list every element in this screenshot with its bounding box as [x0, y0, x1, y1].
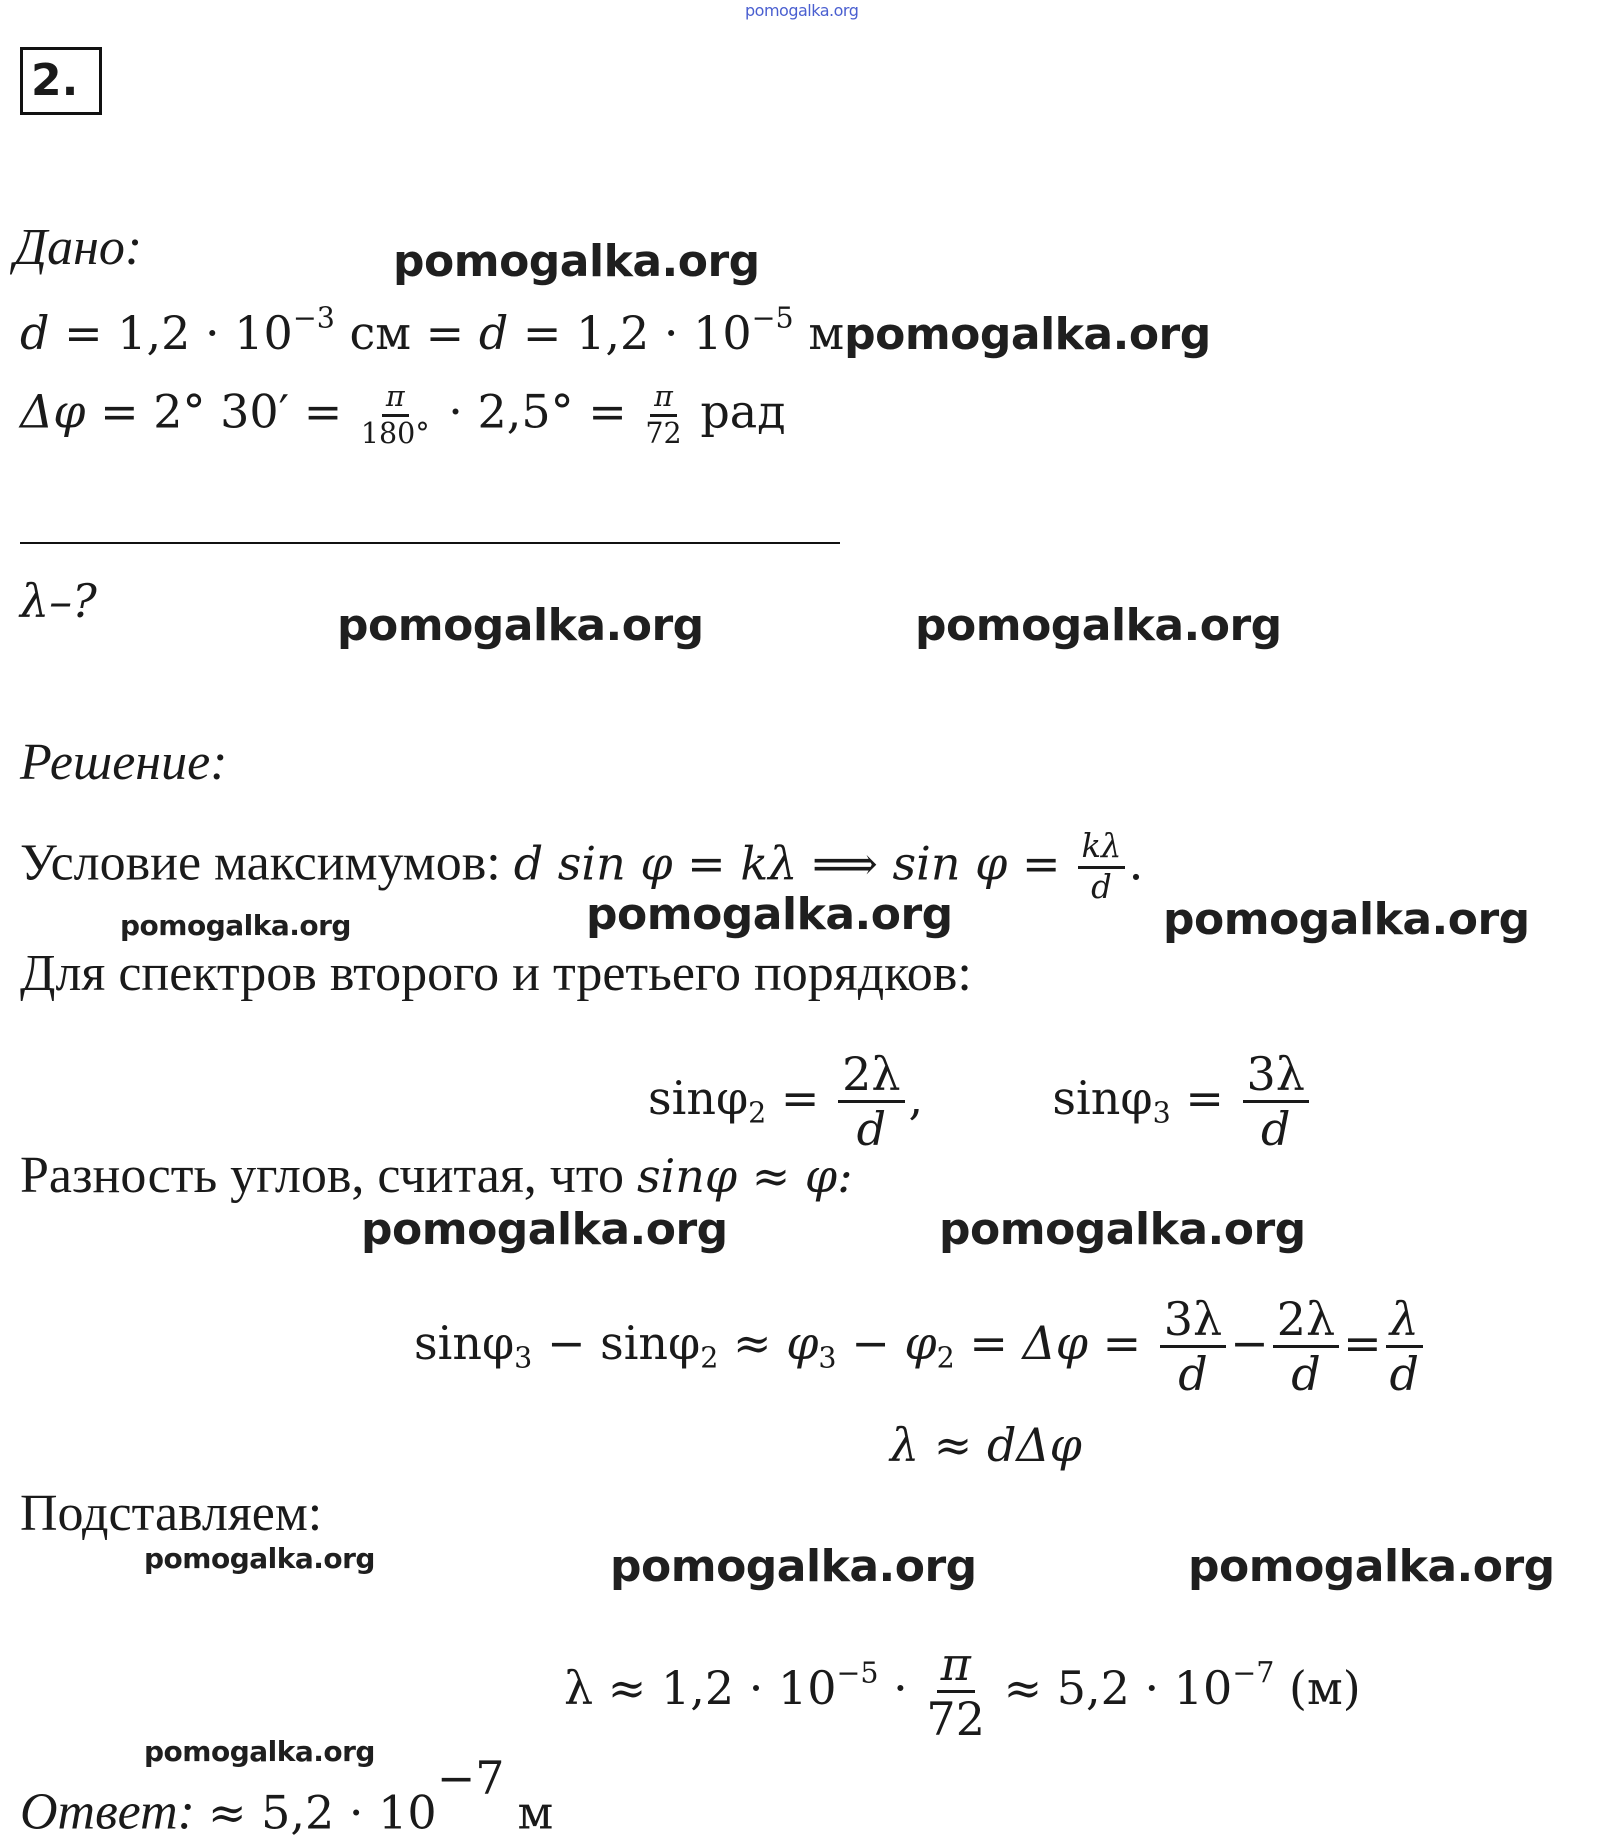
- delta-phi: Δφ: [20, 384, 86, 439]
- equals: =: [522, 306, 562, 360]
- fraction: [361, 382, 430, 449]
- watermark: pomogalka.org: [393, 236, 760, 287]
- var-d: d: [478, 306, 509, 360]
- subscript: 2: [748, 1096, 767, 1130]
- value: 1,2 · 10: [576, 306, 752, 360]
- result: ≈ 5,2 · 10: [1003, 1660, 1233, 1715]
- multiplier: · 2,5° =: [448, 384, 627, 439]
- denominator: 72: [645, 416, 682, 450]
- minus: −: [1230, 1315, 1269, 1370]
- exponent: −5: [751, 301, 794, 335]
- denominator: d: [1389, 1347, 1419, 1402]
- numerator: π: [382, 382, 409, 417]
- math: sinφ ≈ φ:: [636, 1149, 853, 1203]
- fraction: [1078, 827, 1126, 906]
- watermark: pomogalka.org: [939, 1204, 1306, 1255]
- term: ≈ φ: [733, 1315, 819, 1370]
- denominator: d: [1178, 1347, 1208, 1402]
- equation: d sin φ = kλ ⟹ sin φ =: [513, 836, 1061, 891]
- problem-number: 2.: [20, 47, 102, 115]
- find-label: λ–?: [20, 574, 97, 628]
- fraction: [1243, 1047, 1309, 1157]
- divider: [20, 542, 840, 544]
- denominator: 180°: [360, 416, 430, 450]
- equation-sin-phi: sinφ$_2$ = $\frac{2\lambda}{d}$ , sinφ$_3$ = $\frac{3\lambda}{d}$: [648, 1050, 1313, 1154]
- subscript: 3: [1152, 1096, 1171, 1130]
- watermark: pomogalka.org: [337, 600, 704, 651]
- given-label: Дано:: [14, 219, 143, 276]
- subscript: 2: [936, 1341, 955, 1375]
- given-phi-line: [20, 382, 786, 449]
- sin-phi: sinφ: [648, 1070, 749, 1125]
- numerator: 3λ: [1160, 1295, 1226, 1348]
- equals: =: [64, 306, 103, 360]
- numerator: kλ: [1078, 830, 1126, 869]
- text: Разность углов, считая, что: [20, 1147, 624, 1204]
- denominator: d: [1261, 1102, 1291, 1157]
- answer-label: Ответ:: [20, 1783, 195, 1841]
- watermark: pomogalka.org: [144, 1542, 375, 1575]
- numerator: 2λ: [838, 1050, 904, 1103]
- solution-label: Решение:: [20, 734, 228, 791]
- exponent: −7: [1232, 1656, 1275, 1690]
- watermark-top[interactable]: pomogalka.org: [745, 1, 859, 20]
- lhs: λ ≈ 1,2 · 10: [564, 1660, 837, 1715]
- denominator: d: [856, 1102, 887, 1157]
- fraction: [926, 1637, 985, 1747]
- numerator: π: [937, 1640, 975, 1693]
- unit: см =: [349, 306, 465, 360]
- watermark: pomogalka.org: [844, 309, 1211, 360]
- denominator: d: [1291, 1347, 1321, 1402]
- answer-value: ≈ 5,2 · 10: [207, 1785, 437, 1840]
- equation-lambda: λ ≈ dΔφ: [890, 1418, 1082, 1472]
- equation-difference: [414, 1292, 1427, 1402]
- watermark: pomogalka.org: [120, 909, 351, 942]
- fraction: [1160, 1292, 1226, 1402]
- numerator: 3λ: [1243, 1050, 1309, 1103]
- numerator: π: [650, 382, 677, 417]
- separator: ,: [908, 1070, 924, 1125]
- text: Условие максимумов:: [20, 834, 501, 892]
- watermark: pomogalka.org: [361, 1204, 728, 1255]
- fraction: [1386, 1292, 1423, 1402]
- denominator: d: [1091, 867, 1112, 906]
- exponent: −3: [292, 301, 335, 335]
- term: − φ: [851, 1315, 937, 1370]
- solution-line-1: [20, 827, 1143, 906]
- term: = Δφ =: [969, 1315, 1142, 1370]
- value: 1,2 · 10: [117, 306, 293, 360]
- solution-line-3: [20, 1147, 853, 1204]
- fraction: [645, 382, 681, 449]
- numerator: 2λ: [1273, 1295, 1339, 1348]
- equation-substitution: [564, 1637, 1361, 1747]
- numerator: λ: [1386, 1295, 1423, 1348]
- solution-line-4: Подставляем:: [20, 1485, 323, 1542]
- term: − sinφ: [546, 1315, 701, 1370]
- watermark: pomogalka.org: [915, 600, 1282, 651]
- watermark: pomogalka.org: [610, 1541, 977, 1592]
- unit: м: [517, 1785, 554, 1840]
- watermark: pomogalka.org: [1188, 1541, 1555, 1592]
- subscript: 2: [700, 1341, 719, 1375]
- exponent: −7: [436, 1751, 505, 1805]
- watermark: pomogalka.org: [1163, 894, 1530, 945]
- given-d-line: [20, 301, 1211, 360]
- unit: (м): [1289, 1660, 1361, 1715]
- fraction: [838, 1047, 904, 1157]
- dot: ·: [893, 1660, 908, 1715]
- unit: рад: [700, 384, 786, 439]
- equals: =: [1343, 1315, 1382, 1370]
- watermark: pomogalka.org: [144, 1735, 375, 1768]
- exponent: −5: [836, 1656, 879, 1690]
- watermark: pomogalka.org: [586, 889, 953, 940]
- subscript: 3: [818, 1341, 837, 1375]
- sin-phi: sinφ: [1052, 1070, 1153, 1125]
- fraction: [1273, 1292, 1339, 1402]
- unit: м: [808, 306, 845, 360]
- term: sinφ: [414, 1315, 515, 1370]
- var-d: d: [20, 306, 50, 360]
- denominator: 72: [926, 1692, 985, 1747]
- solution-line-2: Для спектров второго и третьего порядков:: [20, 945, 972, 1002]
- subscript: 3: [514, 1341, 533, 1375]
- period: .: [1129, 834, 1143, 892]
- angle-value: = 2° 30′ =: [100, 384, 343, 439]
